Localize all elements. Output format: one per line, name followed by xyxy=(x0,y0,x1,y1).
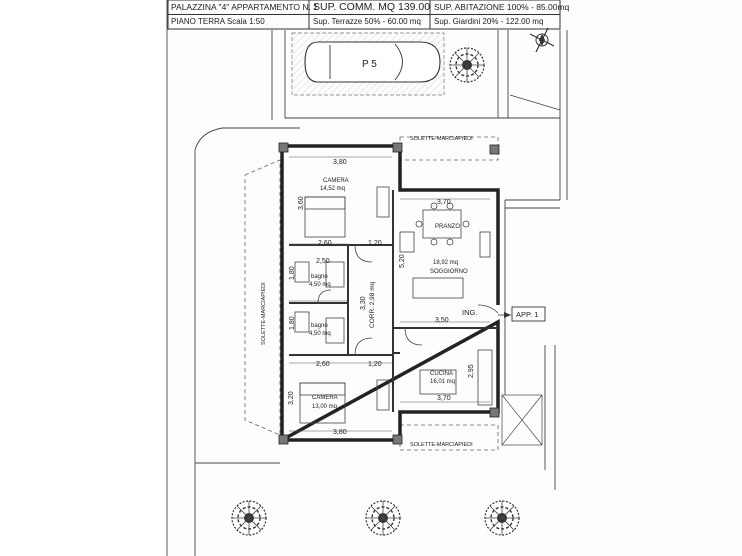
room-bagno-2: bagno xyxy=(311,323,328,329)
room-bagno-1: bagno xyxy=(311,274,328,280)
stairs xyxy=(502,395,542,445)
dim-260-bottom: 2,60 xyxy=(316,361,330,368)
dim-370-top: 3,70 xyxy=(437,199,451,206)
tree-icon xyxy=(450,48,484,82)
dim-380-bottom: 3,80 xyxy=(333,429,347,436)
room-corr: CORR. 2,98 mq xyxy=(369,281,376,328)
label-solette-left: SOLETTE-MARCIAPIEDI xyxy=(261,282,267,345)
room-soggiorno-area: 18,92 mq xyxy=(433,260,459,266)
dim-520: 5,20 xyxy=(399,254,406,268)
dim-260-top: 2,60 xyxy=(318,240,332,247)
room-cucina: CUCINA xyxy=(430,371,454,377)
header-building: PALAZZINA "4" APPARTAMENTO N. 1 xyxy=(171,2,318,12)
dim-360: 3,60 xyxy=(298,196,305,210)
header-sup-terrazze: Sup. Terrazze 50% - 60.00 mq xyxy=(313,17,421,26)
dim-330: 3,30 xyxy=(360,296,367,310)
dim-180-b: 1,80 xyxy=(289,316,296,330)
label-app: APP. 1 xyxy=(516,310,539,319)
room-camera-top-area: 14,52 mq xyxy=(320,186,346,192)
header-floor-scale: PIANO TERRA Scala 1:50 xyxy=(171,17,265,26)
label-solette-top: SOLETTE-MARCIAPIEDI xyxy=(410,136,473,142)
header-sup-giardini: Sup. Giardini 20% - 122.00 mq xyxy=(434,17,544,26)
label-solette-bottom: SOLETTE-MARCIAPIEDI xyxy=(410,442,473,448)
dim-120-top: 1,20 xyxy=(368,240,382,247)
dim-295: 2,95 xyxy=(468,364,475,378)
room-cucina-area: 16,01 mq xyxy=(430,379,456,385)
dim-180-a: 1,80 xyxy=(289,266,296,280)
dim-380-top: 3,80 xyxy=(333,159,347,166)
room-bagno-1-area: 4,50 mq xyxy=(309,282,331,288)
room-bagno-2-area: 4,50 mq xyxy=(309,331,331,337)
dim-320: 3,20 xyxy=(288,391,295,405)
header-sup-abitazione: SUP. ABITAZIONE 100% - 85.00mq xyxy=(434,2,570,12)
dimension-lines xyxy=(289,157,490,431)
room-pranzo: PRANZO xyxy=(435,224,461,230)
tree-icon xyxy=(366,501,400,535)
room-camera-bottom-area: 13,00 mq xyxy=(312,404,338,410)
dim-120-bottom: 1,20 xyxy=(368,361,382,368)
parking-label: P 5 xyxy=(362,59,377,70)
room-soggiorno: SOGGIORNO xyxy=(430,269,468,275)
tree-icon xyxy=(485,501,519,535)
dim-250: 2,50 xyxy=(316,258,330,265)
header-sup-comm: SUP. COMM. MQ 139.00 xyxy=(313,1,431,13)
label-ing: ING. xyxy=(462,308,478,317)
dim-350: 3,50 xyxy=(435,317,449,324)
compass-icon xyxy=(530,28,554,52)
dim-370-bottom: 3,70 xyxy=(437,395,451,402)
room-camera-top: CAMERA xyxy=(323,178,349,184)
tree-icon xyxy=(232,501,266,535)
parking-area xyxy=(292,33,444,95)
title-block xyxy=(168,0,560,29)
room-camera-bottom: CAMERA xyxy=(312,395,338,401)
